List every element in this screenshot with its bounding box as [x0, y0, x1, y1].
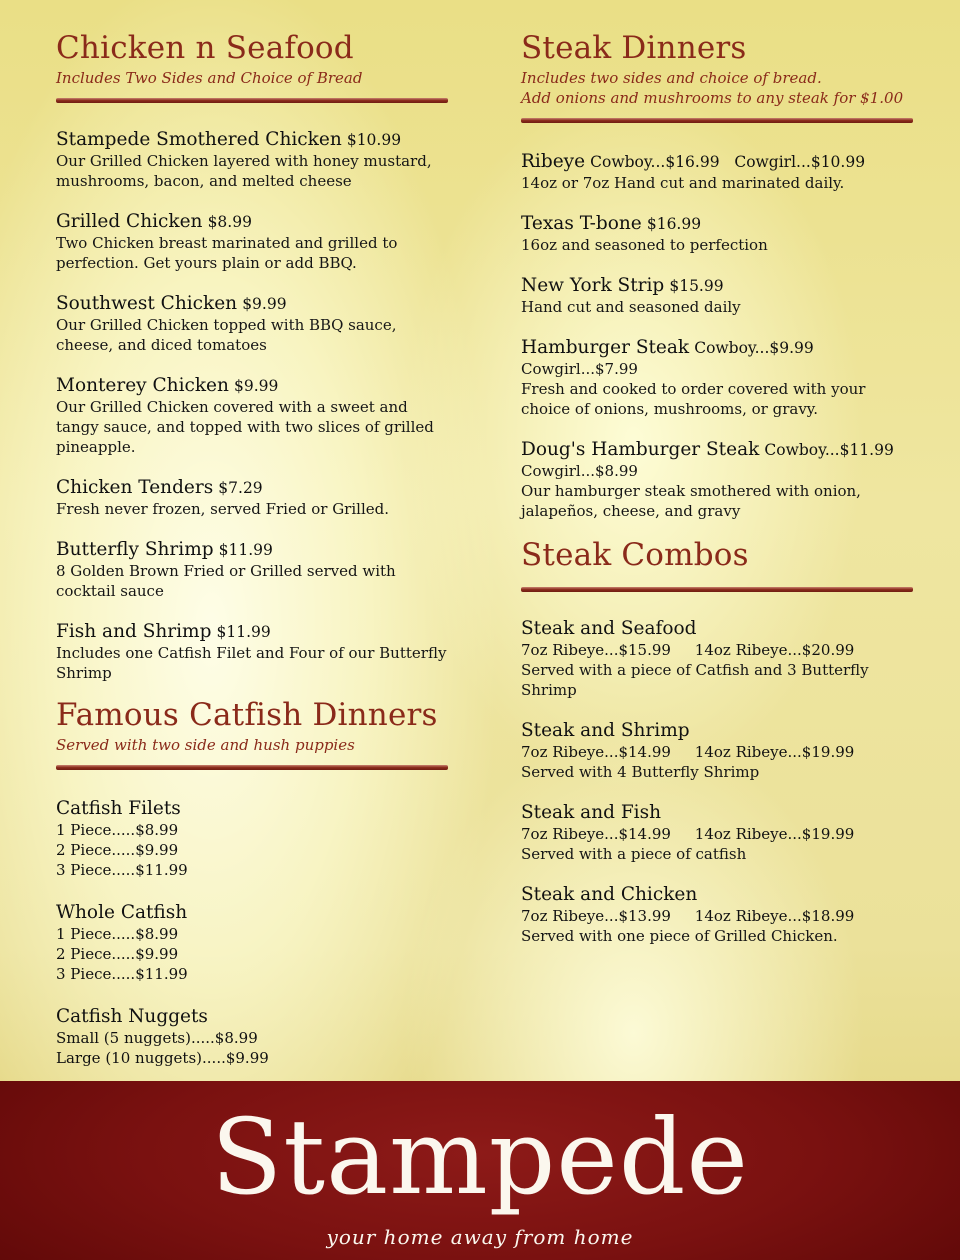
section-divider	[521, 118, 913, 123]
item-price: 7oz Ribeye...$13.99 14oz Ribeye...$18.99	[521, 907, 855, 925]
menu-item	[521, 275, 916, 317]
item-name: Doug's Hamburger Steak	[521, 439, 760, 460]
menu-item	[521, 151, 916, 193]
catfish-section-subtitle: Served with two side and hush puppies	[56, 736, 355, 754]
item-name: Steak and Fish	[521, 802, 662, 823]
chicken-section-title: Chicken n Seafood	[56, 30, 354, 66]
item-name: Hamburger Steak	[521, 337, 690, 358]
item-name: Grilled Chicken	[56, 211, 203, 232]
item-name: Whole Catfish	[56, 902, 188, 923]
item-name: Ribeye	[521, 151, 586, 172]
item-price: 7oz Ribeye...$14.99 14oz Ribeye...$19.99	[521, 825, 855, 843]
price-line: 3 Piece.....$11.99	[56, 861, 188, 879]
menu-item	[56, 902, 448, 984]
item-price: $11.99	[216, 623, 271, 641]
item-price: Cowboy...$9.99	[694, 339, 814, 357]
footer-banner	[0, 1081, 960, 1260]
item-price: Cowboy...$11.99	[764, 441, 894, 459]
price-line: Small (5 nuggets).....$8.99	[56, 1029, 258, 1047]
item-description: 14oz or 7oz Hand cut and marinated daily.	[521, 174, 845, 192]
menu-item	[521, 802, 916, 864]
item-price: $15.99	[669, 277, 724, 295]
item-price: $11.99	[218, 541, 273, 559]
item-price: $7.29	[218, 479, 263, 497]
menu-item	[521, 439, 916, 521]
item-description: 16oz and seasoned to perfection	[521, 236, 768, 254]
item-price: $10.99	[346, 131, 402, 149]
menu-item	[56, 129, 448, 191]
steak-section-title: Steak Dinners	[521, 30, 747, 66]
menu-item	[56, 621, 448, 683]
catfish-section-title: Famous Catfish Dinners	[56, 697, 438, 733]
item-name: Steak and Seafood	[521, 618, 697, 639]
section-divider	[521, 587, 913, 592]
item-price: $9.99	[234, 377, 279, 395]
tagline: your home away from home	[326, 1225, 634, 1249]
item-price: $8.99	[207, 213, 252, 231]
item-price: Cowboy...$16.99 Cowgirl...$10.99	[590, 153, 866, 171]
item-description: 8 Golden Brown Fried or Grilled served with cocktail sauce	[56, 562, 396, 600]
item-price: $9.99	[242, 295, 287, 313]
item-price: 7oz Ribeye...$14.99 14oz Ribeye...$19.99	[521, 743, 855, 761]
menu-item	[521, 337, 916, 419]
price-line: 3 Piece.....$11.99	[56, 965, 188, 983]
item-description: Served with one piece of Grilled Chicken.	[521, 927, 838, 945]
item-name: Fish and Shrimp	[56, 621, 212, 642]
menu-item	[56, 1006, 448, 1068]
item-name: Steak and Chicken	[521, 884, 698, 905]
price-line: 2 Piece.....$9.99	[56, 841, 179, 859]
item-description: Our Grilled Chicken covered with a sweet and tangy sauce, and topped with two slices of grilled pineapple.	[56, 398, 434, 456]
chicken-section-subtitle: Includes Two Sides and Choice of Bread	[56, 69, 363, 87]
menu-item	[521, 884, 916, 946]
price-line: 1 Piece.....$8.99	[56, 925, 179, 943]
item-name: Monterey Chicken	[56, 375, 229, 396]
item-description: Fresh and cooked to order covered with your choice of onions, mushrooms, or gravy.	[521, 380, 866, 418]
menu-item	[521, 618, 916, 700]
item-name: Catfish Filets	[56, 798, 181, 819]
menu-item	[521, 720, 916, 782]
steak-section-subtitle-addon: Add onions and mushrooms to any steak for $1.00	[521, 89, 904, 107]
item-name: New York Strip	[521, 275, 665, 296]
left-column	[56, 28, 448, 1088]
item-description: Our Grilled Chicken layered with honey mustard, mushrooms, bacon, and melted cheese	[56, 152, 432, 190]
item-name: Texas T-bone	[521, 213, 642, 234]
menu-item	[56, 477, 448, 519]
item-description: Our Grilled Chicken topped with BBQ sauce, cheese, and diced tomatoes	[56, 316, 397, 354]
menu-item	[56, 798, 448, 880]
item-description: Two Chicken breast marinated and grilled to perfection. Get yours plain or add BBQ.	[56, 234, 398, 272]
item-name: Steak and Shrimp	[521, 720, 690, 741]
right-column	[521, 28, 916, 966]
item-description: Fresh never frozen, served Fried or Grilled.	[56, 500, 389, 518]
item-name: Butterfly Shrimp	[56, 539, 214, 560]
brand-logo: Stampede	[211, 1096, 749, 1218]
price-line: Large (10 nuggets).....$9.99	[56, 1049, 269, 1067]
item-description: Served with a piece of Catfish and 3 Butterfly Shrimp	[521, 661, 869, 699]
section-divider	[56, 765, 448, 770]
item-description: Hand cut and seasoned daily	[521, 298, 741, 316]
item-description: Our hamburger steak smothered with onion, jalapeños, cheese, and gravy	[521, 482, 861, 520]
item-description: Served with a piece of catfish	[521, 845, 747, 863]
item-description: Includes one Catfish Filet and Four of our Butterfly Shrimp	[56, 644, 447, 682]
price-line: 1 Piece.....$8.99	[56, 821, 179, 839]
item-description: Served with 4 Butterfly Shrimp	[521, 763, 760, 781]
item-price: 7oz Ribeye...$15.99 14oz Ribeye...$20.99	[521, 641, 855, 659]
item-price-alt: Cowgirl...$7.99	[521, 360, 638, 378]
combos-section-title: Steak Combos	[521, 537, 749, 573]
menu-item	[56, 375, 448, 457]
price-line: 2 Piece.....$9.99	[56, 945, 179, 963]
item-price-alt: Cowgirl...$8.99	[521, 462, 638, 480]
menu-item	[56, 293, 448, 355]
item-name: Catfish Nuggets	[56, 1006, 208, 1027]
section-divider	[56, 98, 448, 103]
item-price: $16.99	[646, 215, 702, 233]
item-name: Chicken Tenders	[56, 477, 214, 498]
menu-item	[56, 539, 448, 601]
item-name: Stampede Smothered Chicken	[56, 129, 342, 150]
menu-item	[521, 213, 916, 255]
menu-item	[56, 211, 448, 273]
item-name: Southwest Chicken	[56, 293, 238, 314]
steak-section-subtitle: Includes two sides and choice of bread.	[521, 69, 822, 87]
